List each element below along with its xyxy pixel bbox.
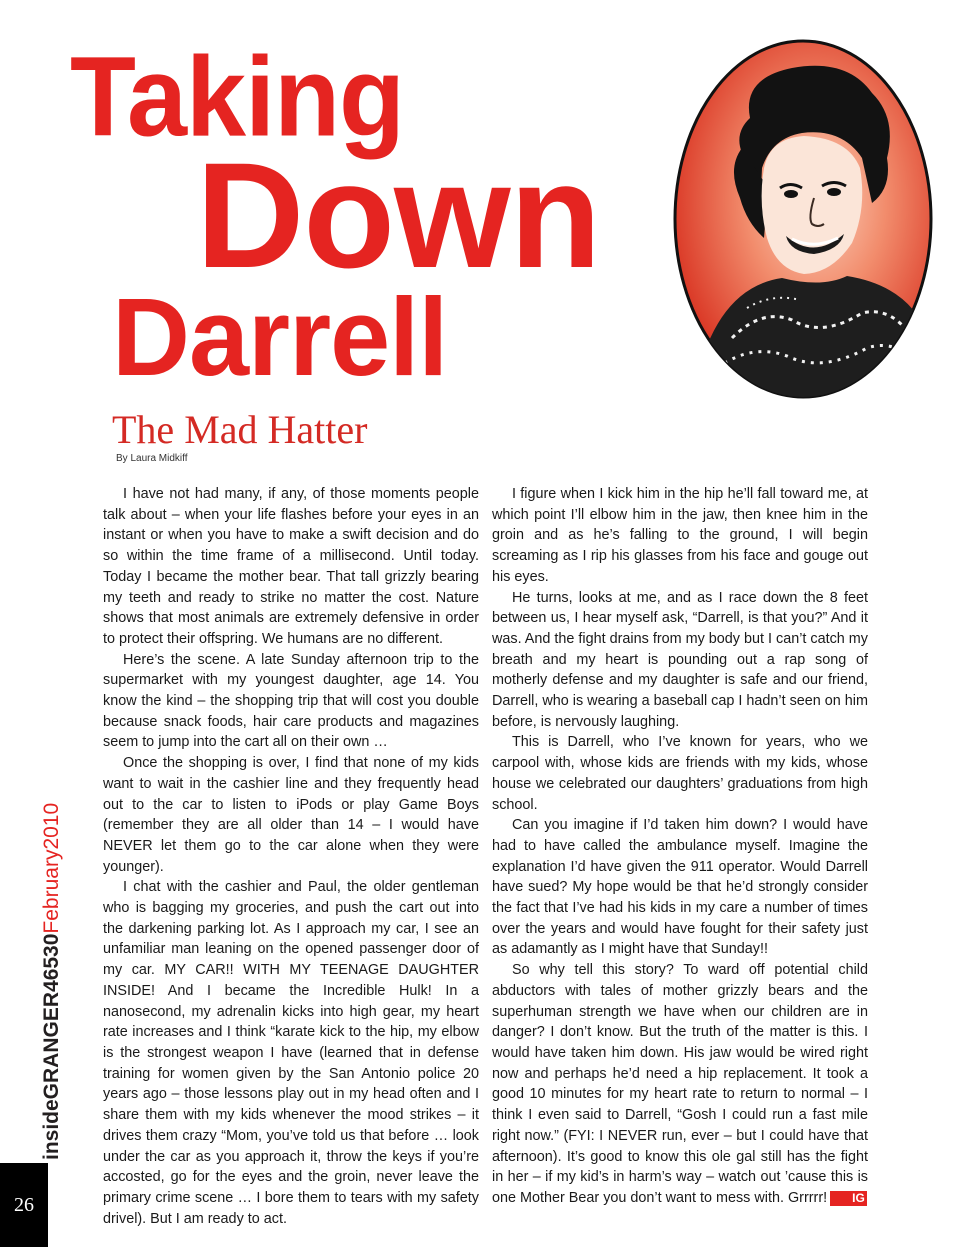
- paragraph-last: [492, 960, 868, 1208]
- paragraph: I have not had many, if any, of those moments people talk about – when your life flashes before your eyes in an instant or when you have to make a swift decision and do so within the time frame of a millisecond. Until today. Today I became the mother bear. That tall grizzly bearing my teeth and ready to strike no matter the cost. Nature shows that most animals are extremely defensive in order to protect their offspring. We humans are no different.: [103, 486, 479, 647]
- article-column-left: [103, 484, 479, 1229]
- magazine-name: insideGRANGER46530: [40, 933, 63, 1160]
- headline-line-2: Down: [196, 131, 601, 299]
- headline-line-1: Taking: [70, 32, 405, 160]
- paragraph: I chat with the cashier and Paul, the older gentleman who is bagging my groceries, and push the cart out into the darkening parking lot. As I approach my car, I see an unfamiliar man leaning on the opened passenger door of my car. MY CAR!! WITH MY TEENAGE DAUGHTER INSIDE! And I became the Incredible Hulk! In a nanosecond, my adrenalin kicks into high gear, my heart rate increases and I think “karate kick to the hip, my elbow is the strongest weapon I have (learned that in defense training for women given by the San Antonio police 20 years ago – those lessons play out in my head often and I share them with my kids whenever the mood strikes – it drives them crazy “Mom, you’ve told us that before … look under the car as you approach it, throw the keys if you’re accosted, go for the eyes and the groin, never leave the primary crime scene … I bore them to tears with my safety drivel). But I am ready to act.: [103, 879, 479, 1227]
- byline: By Laura Midkiff: [116, 453, 188, 464]
- paragraph: Can you imagine if I’d taken him down? I would have had to have called the ambulance myself. Imagine the explanation I’d have given the 911 operator. Would Darrell have sued? My hope would be that he’d strongly consider the fact that I’ve had his kids in my care a number of times over the years and would have fought for their safety just as adamantly as I might have that Sunday!!: [492, 817, 868, 958]
- paragraph: Once the shopping is over, I find that none of my kids want to wait in the cashier line and they frequently head out to the car to listen to iPods or play Game Boys (remember they are all older than 14 – I would have NEVER let them go to the car alone when they were younger).: [103, 755, 479, 875]
- author-portrait-image: [672, 38, 934, 400]
- end-mark-icon: IG: [830, 1191, 867, 1206]
- headline-line-3: Darrell: [112, 274, 448, 399]
- paragraph-text: So why tell this story? To ward off potential child abductors with tales of mother grizzly bears and the superhuman strength we have when our children are in danger? I don’t know. But the truth of the matter is this. I would have taken him down. His jaw would be wired right now and perhaps he’d need a hip replacement. It took a good 10 minutes for my heart rate to return to normal – I think I even said to Darrell, “Gosh I could run a fast mile right now.” (FYI: I NEVER run, ever – but I could have that afternoon). It’s good to know this ole gal still has the fight in her – if my kid’s in harm’s way – watch out ’cause this is one Mother Bear you don’t want to mess with. Grrrrr!: [492, 962, 868, 1206]
- magazine-spine-label: [40, 803, 64, 1160]
- column-title: The Mad Hatter: [112, 407, 368, 452]
- paragraph: Here’s the scene. A late Sunday afternoon trip to the supermarket with my youngest daughter, age 14. You know the kind – the shopping trip that will cost you double because snack foods, hair care products and magazines seem to jump into the cart all on their own …: [103, 651, 479, 751]
- issue-date: February2010: [40, 802, 63, 934]
- paragraph: This is Darrell, who I’ve known for years, who we carpool with, whose kids are friends with my kids, whose house we celebrated our daughters’ graduations from high school.: [492, 734, 868, 813]
- paragraph: I figure when I kick him in the hip he’ll fall toward me, at which point I’ll elbow him in the jaw, then knee him in the groin and as he’s falling to the ground, I will begin screaming as I rip his glasses from his face and gouge out his eyes.: [492, 486, 868, 585]
- page-number: 26: [0, 1163, 48, 1247]
- paragraph: He turns, looks at me, and as I race down the 8 feet between us, I hear myself ask, “Darrell, is that you?” And it was. And the fight drains from my body but I can’t catch my breath and my heart is pounding out a rap song of motherly defense and my daughter is safe and our friend, Darrell, who is wearing a baseball cap I hadn’t seen on him before, is nervously laughing.: [492, 589, 868, 730]
- article-column-right: [492, 484, 868, 1209]
